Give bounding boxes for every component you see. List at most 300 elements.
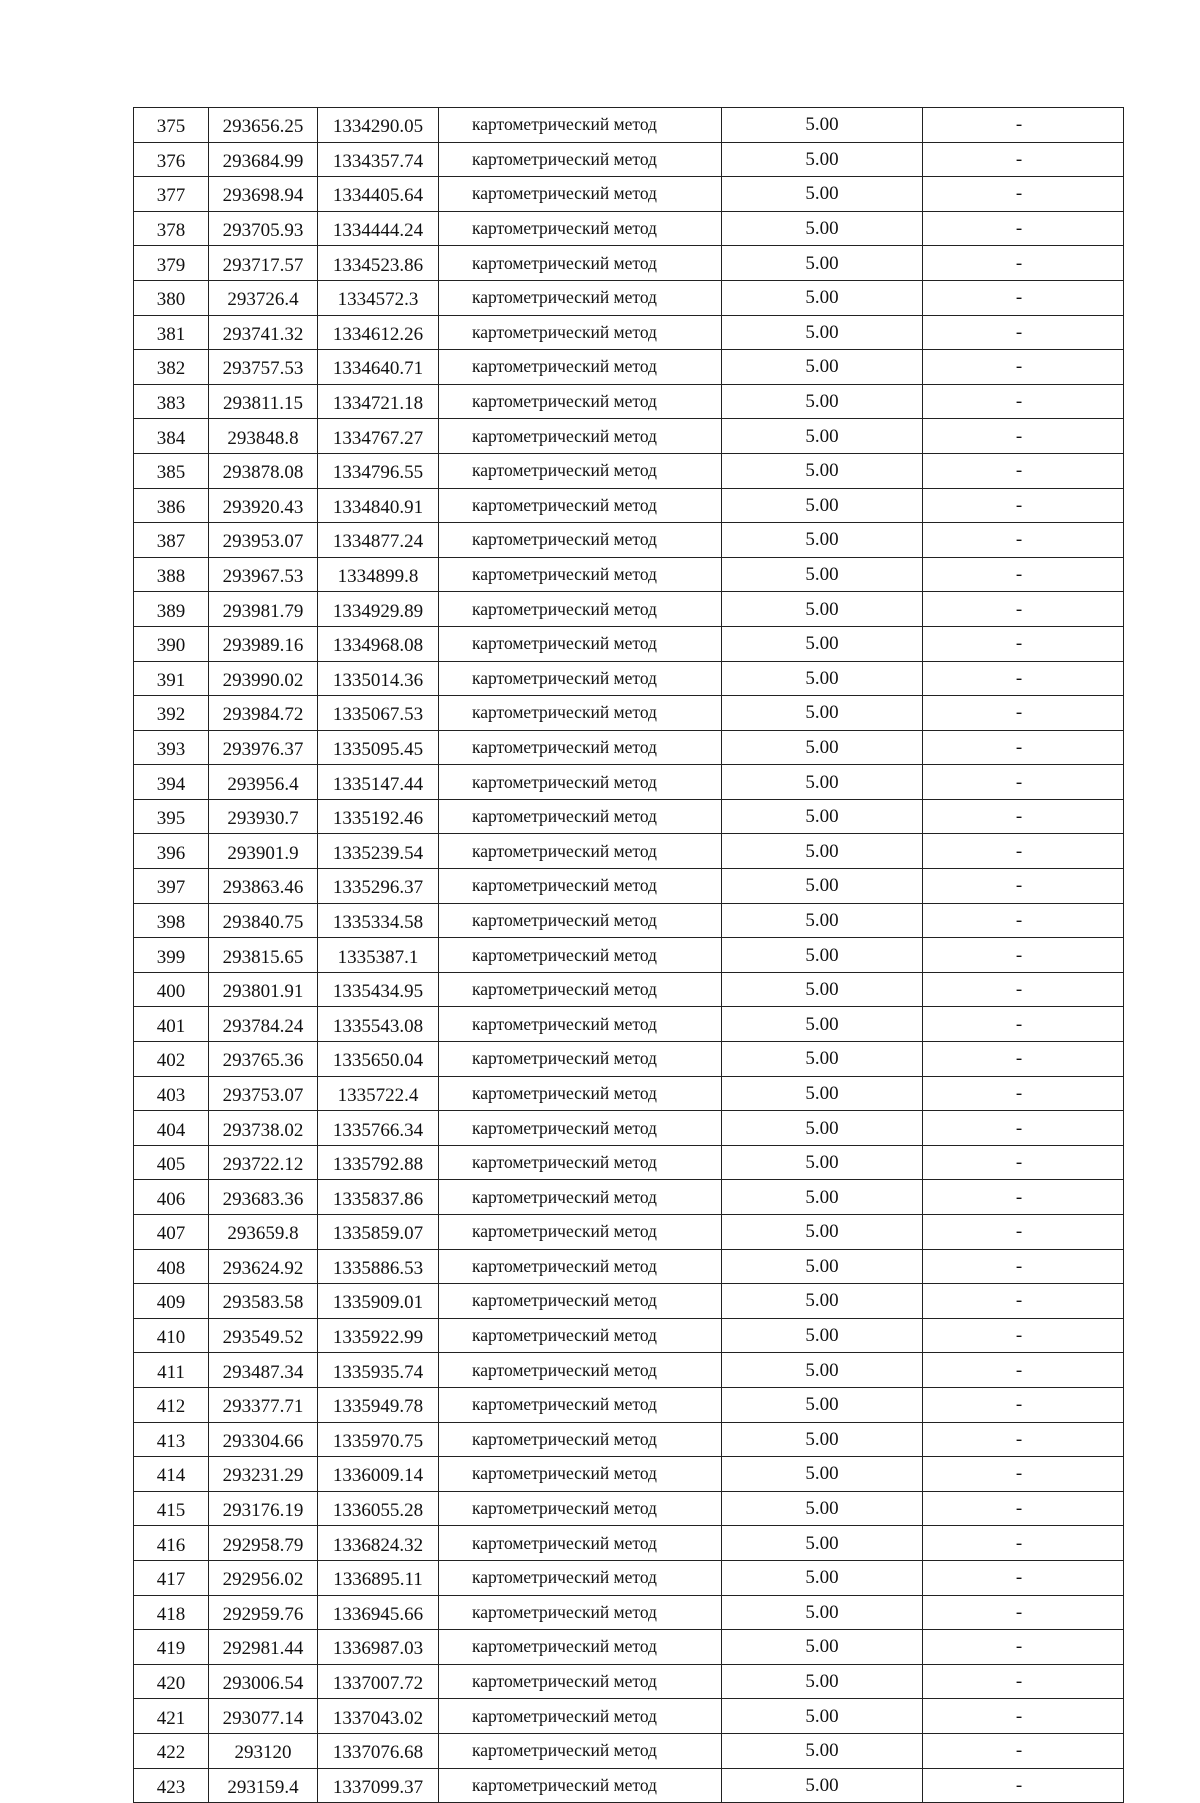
description-cell: - <box>923 834 1124 869</box>
description-cell: - <box>923 177 1124 212</box>
point-number-cell: 401 <box>134 1007 209 1042</box>
point-number-cell: 379 <box>134 246 209 281</box>
point-number-cell: 414 <box>134 1457 209 1492</box>
description-cell: - <box>923 1422 1124 1457</box>
x-coordinate-cell: 293656.25 <box>209 108 318 143</box>
method-cell: картометрический метод <box>439 419 722 454</box>
table-row <box>134 834 1124 869</box>
point-number-cell: 392 <box>134 696 209 731</box>
accuracy-cell: 5.00 <box>722 1145 923 1180</box>
description-cell: - <box>923 280 1124 315</box>
x-coordinate-cell: 293231.29 <box>209 1457 318 1492</box>
method-cell: картометрический метод <box>439 1042 722 1077</box>
accuracy-cell: 5.00 <box>722 1491 923 1526</box>
y-coordinate-cell: 1335296.37 <box>318 869 439 904</box>
point-number-cell: 413 <box>134 1422 209 1457</box>
method-cell: картометрический метод <box>439 765 722 800</box>
coordinates-table <box>133 107 1124 1803</box>
table-row <box>134 1353 1124 1388</box>
table-row <box>134 1526 1124 1561</box>
accuracy-cell: 5.00 <box>722 1699 923 1734</box>
accuracy-cell: 5.00 <box>722 834 923 869</box>
table-row <box>134 1422 1124 1457</box>
method-cell: картометрический метод <box>439 1180 722 1215</box>
description-cell: - <box>923 1318 1124 1353</box>
table-row <box>134 869 1124 904</box>
table-row <box>134 1180 1124 1215</box>
method-cell: картометрический метод <box>439 1076 722 1111</box>
y-coordinate-cell: 1335886.53 <box>318 1249 439 1284</box>
description-cell: - <box>923 1595 1124 1630</box>
method-cell: картометрический метод <box>439 869 722 904</box>
point-number-cell: 415 <box>134 1491 209 1526</box>
x-coordinate-cell: 293549.52 <box>209 1318 318 1353</box>
method-cell: картометрический метод <box>439 453 722 488</box>
y-coordinate-cell: 1334840.91 <box>318 488 439 523</box>
accuracy-cell: 5.00 <box>722 1353 923 1388</box>
table-row <box>134 1768 1124 1803</box>
method-cell: картометрический метод <box>439 1111 722 1146</box>
method-cell: картометрический метод <box>439 350 722 385</box>
x-coordinate-cell: 292958.79 <box>209 1526 318 1561</box>
table-row <box>134 523 1124 558</box>
accuracy-cell: 5.00 <box>722 1422 923 1457</box>
point-number-cell: 403 <box>134 1076 209 1111</box>
point-number-cell: 391 <box>134 661 209 696</box>
method-cell: картометрический метод <box>439 1630 722 1665</box>
description-cell: - <box>923 730 1124 765</box>
y-coordinate-cell: 1336945.66 <box>318 1595 439 1630</box>
point-number-cell: 377 <box>134 177 209 212</box>
description-cell: - <box>923 1526 1124 1561</box>
accuracy-cell: 5.00 <box>722 1007 923 1042</box>
method-cell: картометрический метод <box>439 1215 722 1250</box>
description-cell: - <box>923 350 1124 385</box>
accuracy-cell: 5.00 <box>722 280 923 315</box>
description-cell: - <box>923 523 1124 558</box>
method-cell: картометрический метод <box>439 903 722 938</box>
description-cell: - <box>923 1457 1124 1492</box>
x-coordinate-cell: 293878.08 <box>209 453 318 488</box>
y-coordinate-cell: 1335650.04 <box>318 1042 439 1077</box>
x-coordinate-cell: 293006.54 <box>209 1664 318 1699</box>
y-coordinate-cell: 1334523.86 <box>318 246 439 281</box>
point-number-cell: 387 <box>134 523 209 558</box>
table-row <box>134 1007 1124 1042</box>
table-body <box>134 108 1124 1803</box>
x-coordinate-cell: 293624.92 <box>209 1249 318 1284</box>
y-coordinate-cell: 1335949.78 <box>318 1387 439 1422</box>
y-coordinate-cell: 1337007.72 <box>318 1664 439 1699</box>
x-coordinate-cell: 292981.44 <box>209 1630 318 1665</box>
description-cell: - <box>923 696 1124 731</box>
table-row <box>134 626 1124 661</box>
method-cell: картометрический метод <box>439 1733 722 1768</box>
description-cell: - <box>923 1491 1124 1526</box>
method-cell: картометрический метод <box>439 1560 722 1595</box>
x-coordinate-cell: 293920.43 <box>209 488 318 523</box>
method-cell: картометрический метод <box>439 1422 722 1457</box>
method-cell: картометрический метод <box>439 1284 722 1319</box>
table-row <box>134 1215 1124 1250</box>
accuracy-cell: 5.00 <box>722 1526 923 1561</box>
table-row <box>134 1630 1124 1665</box>
x-coordinate-cell: 293863.46 <box>209 869 318 904</box>
point-number-cell: 422 <box>134 1733 209 1768</box>
description-cell: - <box>923 1042 1124 1077</box>
point-number-cell: 418 <box>134 1595 209 1630</box>
table-row <box>134 661 1124 696</box>
accuracy-cell: 5.00 <box>722 765 923 800</box>
y-coordinate-cell: 1335766.34 <box>318 1111 439 1146</box>
y-coordinate-cell: 1336824.32 <box>318 1526 439 1561</box>
table-row <box>134 108 1124 143</box>
x-coordinate-cell: 292959.76 <box>209 1595 318 1630</box>
x-coordinate-cell: 293683.36 <box>209 1180 318 1215</box>
x-coordinate-cell: 293705.93 <box>209 211 318 246</box>
x-coordinate-cell: 293698.94 <box>209 177 318 212</box>
x-coordinate-cell: 293801.91 <box>209 972 318 1007</box>
y-coordinate-cell: 1334405.64 <box>318 177 439 212</box>
x-coordinate-cell: 293990.02 <box>209 661 318 696</box>
description-cell: - <box>923 1733 1124 1768</box>
description-cell: - <box>923 869 1124 904</box>
accuracy-cell: 5.00 <box>722 799 923 834</box>
y-coordinate-cell: 1335859.07 <box>318 1215 439 1250</box>
y-coordinate-cell: 1337076.68 <box>318 1733 439 1768</box>
method-cell: картометрический метод <box>439 834 722 869</box>
method-cell: картометрический метод <box>439 1664 722 1699</box>
accuracy-cell: 5.00 <box>722 1560 923 1595</box>
x-coordinate-cell: 293726.4 <box>209 280 318 315</box>
table-row <box>134 1249 1124 1284</box>
point-number-cell: 420 <box>134 1664 209 1699</box>
accuracy-cell: 5.00 <box>722 730 923 765</box>
x-coordinate-cell: 293738.02 <box>209 1111 318 1146</box>
accuracy-cell: 5.00 <box>722 315 923 350</box>
table-row <box>134 1284 1124 1319</box>
y-coordinate-cell: 1334767.27 <box>318 419 439 454</box>
table-row <box>134 384 1124 419</box>
description-cell: - <box>923 315 1124 350</box>
point-number-cell: 398 <box>134 903 209 938</box>
description-cell: - <box>923 211 1124 246</box>
method-cell: картометрический метод <box>439 1595 722 1630</box>
y-coordinate-cell: 1335192.46 <box>318 799 439 834</box>
accuracy-cell: 5.00 <box>722 523 923 558</box>
table-row <box>134 488 1124 523</box>
y-coordinate-cell: 1334640.71 <box>318 350 439 385</box>
description-cell: - <box>923 1249 1124 1284</box>
y-coordinate-cell: 1335014.36 <box>318 661 439 696</box>
accuracy-cell: 5.00 <box>722 1387 923 1422</box>
y-coordinate-cell: 1334899.8 <box>318 557 439 592</box>
point-number-cell: 384 <box>134 419 209 454</box>
method-cell: картометрический метод <box>439 384 722 419</box>
point-number-cell: 408 <box>134 1249 209 1284</box>
method-cell: картометрический метод <box>439 1249 722 1284</box>
x-coordinate-cell: 293784.24 <box>209 1007 318 1042</box>
y-coordinate-cell: 1335935.74 <box>318 1353 439 1388</box>
point-number-cell: 423 <box>134 1768 209 1803</box>
y-coordinate-cell: 1335147.44 <box>318 765 439 800</box>
description-cell: - <box>923 592 1124 627</box>
method-cell: картометрический метод <box>439 626 722 661</box>
method-cell: картометрический метод <box>439 972 722 1007</box>
y-coordinate-cell: 1335792.88 <box>318 1145 439 1180</box>
table-row <box>134 696 1124 731</box>
point-number-cell: 417 <box>134 1560 209 1595</box>
method-cell: картометрический метод <box>439 523 722 558</box>
method-cell: картометрический метод <box>439 1699 722 1734</box>
x-coordinate-cell: 293120 <box>209 1733 318 1768</box>
x-coordinate-cell: 293757.53 <box>209 350 318 385</box>
description-cell: - <box>923 1007 1124 1042</box>
y-coordinate-cell: 1334929.89 <box>318 592 439 627</box>
method-cell: картометрический метод <box>439 1353 722 1388</box>
accuracy-cell: 5.00 <box>722 1215 923 1250</box>
method-cell: картометрический метод <box>439 1007 722 1042</box>
y-coordinate-cell: 1335239.54 <box>318 834 439 869</box>
point-number-cell: 385 <box>134 453 209 488</box>
description-cell: - <box>923 108 1124 143</box>
table-row <box>134 211 1124 246</box>
accuracy-cell: 5.00 <box>722 557 923 592</box>
y-coordinate-cell: 1334968.08 <box>318 626 439 661</box>
accuracy-cell: 5.00 <box>722 1664 923 1699</box>
x-coordinate-cell: 293583.58 <box>209 1284 318 1319</box>
accuracy-cell: 5.00 <box>722 972 923 1007</box>
description-cell: - <box>923 799 1124 834</box>
description-cell: - <box>923 1180 1124 1215</box>
method-cell: картометрический метод <box>439 1491 722 1526</box>
method-cell: картометрический метод <box>439 1318 722 1353</box>
x-coordinate-cell: 293741.32 <box>209 315 318 350</box>
description-cell: - <box>923 1145 1124 1180</box>
y-coordinate-cell: 1335543.08 <box>318 1007 439 1042</box>
method-cell: картометрический метод <box>439 1768 722 1803</box>
accuracy-cell: 5.00 <box>722 938 923 973</box>
y-coordinate-cell: 1334721.18 <box>318 384 439 419</box>
x-coordinate-cell: 293989.16 <box>209 626 318 661</box>
point-number-cell: 412 <box>134 1387 209 1422</box>
description-cell: - <box>923 1560 1124 1595</box>
description-cell: - <box>923 1353 1124 1388</box>
description-cell: - <box>923 1699 1124 1734</box>
table-row <box>134 799 1124 834</box>
y-coordinate-cell: 1336055.28 <box>318 1491 439 1526</box>
accuracy-cell: 5.00 <box>722 1768 923 1803</box>
table-row <box>134 1076 1124 1111</box>
point-number-cell: 404 <box>134 1111 209 1146</box>
table-row <box>134 557 1124 592</box>
description-cell: - <box>923 1630 1124 1665</box>
method-cell: картометрический метод <box>439 488 722 523</box>
point-number-cell: 402 <box>134 1042 209 1077</box>
y-coordinate-cell: 1334444.24 <box>318 211 439 246</box>
description-cell: - <box>923 765 1124 800</box>
y-coordinate-cell: 1337099.37 <box>318 1768 439 1803</box>
table-row <box>134 1491 1124 1526</box>
method-cell: картометрический метод <box>439 177 722 212</box>
description-cell: - <box>923 246 1124 281</box>
table-row <box>134 765 1124 800</box>
y-coordinate-cell: 1334572.3 <box>318 280 439 315</box>
accuracy-cell: 5.00 <box>722 453 923 488</box>
description-cell: - <box>923 1664 1124 1699</box>
y-coordinate-cell: 1335095.45 <box>318 730 439 765</box>
point-number-cell: 383 <box>134 384 209 419</box>
method-cell: картометрический метод <box>439 1526 722 1561</box>
point-number-cell: 396 <box>134 834 209 869</box>
x-coordinate-cell: 293659.8 <box>209 1215 318 1250</box>
point-number-cell: 375 <box>134 108 209 143</box>
point-number-cell: 406 <box>134 1180 209 1215</box>
x-coordinate-cell: 293077.14 <box>209 1699 318 1734</box>
point-number-cell: 376 <box>134 142 209 177</box>
y-coordinate-cell: 1335970.75 <box>318 1422 439 1457</box>
accuracy-cell: 5.00 <box>722 142 923 177</box>
point-number-cell: 405 <box>134 1145 209 1180</box>
description-cell: - <box>923 419 1124 454</box>
point-number-cell: 389 <box>134 592 209 627</box>
accuracy-cell: 5.00 <box>722 350 923 385</box>
description-cell: - <box>923 903 1124 938</box>
point-number-cell: 416 <box>134 1526 209 1561</box>
x-coordinate-cell: 293930.7 <box>209 799 318 834</box>
table-row <box>134 1664 1124 1699</box>
y-coordinate-cell: 1335387.1 <box>318 938 439 973</box>
description-cell: - <box>923 453 1124 488</box>
description-cell: - <box>923 972 1124 1007</box>
point-number-cell: 380 <box>134 280 209 315</box>
point-number-cell: 382 <box>134 350 209 385</box>
accuracy-cell: 5.00 <box>722 211 923 246</box>
y-coordinate-cell: 1336895.11 <box>318 1560 439 1595</box>
y-coordinate-cell: 1334357.74 <box>318 142 439 177</box>
x-coordinate-cell: 292956.02 <box>209 1560 318 1595</box>
table-row <box>134 730 1124 765</box>
description-cell: - <box>923 142 1124 177</box>
accuracy-cell: 5.00 <box>722 626 923 661</box>
method-cell: картометрический метод <box>439 730 722 765</box>
x-coordinate-cell: 293159.4 <box>209 1768 318 1803</box>
method-cell: картометрический метод <box>439 1457 722 1492</box>
point-number-cell: 395 <box>134 799 209 834</box>
accuracy-cell: 5.00 <box>722 1733 923 1768</box>
point-number-cell: 421 <box>134 1699 209 1734</box>
point-number-cell: 386 <box>134 488 209 523</box>
accuracy-cell: 5.00 <box>722 1284 923 1319</box>
x-coordinate-cell: 293684.99 <box>209 142 318 177</box>
table-row <box>134 972 1124 1007</box>
description-cell: - <box>923 557 1124 592</box>
table-row <box>134 1699 1124 1734</box>
description-cell: - <box>923 488 1124 523</box>
method-cell: картометрический метод <box>439 211 722 246</box>
description-cell: - <box>923 661 1124 696</box>
point-number-cell: 378 <box>134 211 209 246</box>
accuracy-cell: 5.00 <box>722 419 923 454</box>
y-coordinate-cell: 1335922.99 <box>318 1318 439 1353</box>
accuracy-cell: 5.00 <box>722 246 923 281</box>
x-coordinate-cell: 293753.07 <box>209 1076 318 1111</box>
table-row <box>134 938 1124 973</box>
point-number-cell: 407 <box>134 1215 209 1250</box>
x-coordinate-cell: 293722.12 <box>209 1145 318 1180</box>
point-number-cell: 409 <box>134 1284 209 1319</box>
accuracy-cell: 5.00 <box>722 869 923 904</box>
accuracy-cell: 5.00 <box>722 108 923 143</box>
description-cell: - <box>923 1111 1124 1146</box>
table-row <box>134 177 1124 212</box>
accuracy-cell: 5.00 <box>722 384 923 419</box>
point-number-cell: 394 <box>134 765 209 800</box>
table-row <box>134 280 1124 315</box>
point-number-cell: 390 <box>134 626 209 661</box>
table-row <box>134 142 1124 177</box>
accuracy-cell: 5.00 <box>722 1318 923 1353</box>
accuracy-cell: 5.00 <box>722 488 923 523</box>
y-coordinate-cell: 1337043.02 <box>318 1699 439 1734</box>
description-cell: - <box>923 938 1124 973</box>
y-coordinate-cell: 1336987.03 <box>318 1630 439 1665</box>
description-cell: - <box>923 384 1124 419</box>
description-cell: - <box>923 1387 1124 1422</box>
y-coordinate-cell: 1335067.53 <box>318 696 439 731</box>
table-row <box>134 315 1124 350</box>
table-row <box>134 1387 1124 1422</box>
table-row <box>134 1042 1124 1077</box>
x-coordinate-cell: 293848.8 <box>209 419 318 454</box>
x-coordinate-cell: 293304.66 <box>209 1422 318 1457</box>
y-coordinate-cell: 1335909.01 <box>318 1284 439 1319</box>
x-coordinate-cell: 293176.19 <box>209 1491 318 1526</box>
x-coordinate-cell: 293840.75 <box>209 903 318 938</box>
y-coordinate-cell: 1335722.4 <box>318 1076 439 1111</box>
x-coordinate-cell: 293981.79 <box>209 592 318 627</box>
table-row <box>134 350 1124 385</box>
accuracy-cell: 5.00 <box>722 661 923 696</box>
table-row <box>134 1318 1124 1353</box>
method-cell: картометрический метод <box>439 557 722 592</box>
method-cell: картометрический метод <box>439 1387 722 1422</box>
method-cell: картометрический метод <box>439 1145 722 1180</box>
description-cell: - <box>923 1284 1124 1319</box>
point-number-cell: 397 <box>134 869 209 904</box>
x-coordinate-cell: 293487.34 <box>209 1353 318 1388</box>
point-number-cell: 419 <box>134 1630 209 1665</box>
x-coordinate-cell: 293984.72 <box>209 696 318 731</box>
point-number-cell: 388 <box>134 557 209 592</box>
description-cell: - <box>923 626 1124 661</box>
y-coordinate-cell: 1334612.26 <box>318 315 439 350</box>
point-number-cell: 381 <box>134 315 209 350</box>
table-row <box>134 246 1124 281</box>
table-row <box>134 1111 1124 1146</box>
x-coordinate-cell: 293717.57 <box>209 246 318 281</box>
accuracy-cell: 5.00 <box>722 1180 923 1215</box>
accuracy-cell: 5.00 <box>722 1630 923 1665</box>
x-coordinate-cell: 293956.4 <box>209 765 318 800</box>
accuracy-cell: 5.00 <box>722 177 923 212</box>
accuracy-cell: 5.00 <box>722 1111 923 1146</box>
accuracy-cell: 5.00 <box>722 592 923 627</box>
accuracy-cell: 5.00 <box>722 903 923 938</box>
table-row <box>134 419 1124 454</box>
x-coordinate-cell: 293953.07 <box>209 523 318 558</box>
table-row <box>134 453 1124 488</box>
